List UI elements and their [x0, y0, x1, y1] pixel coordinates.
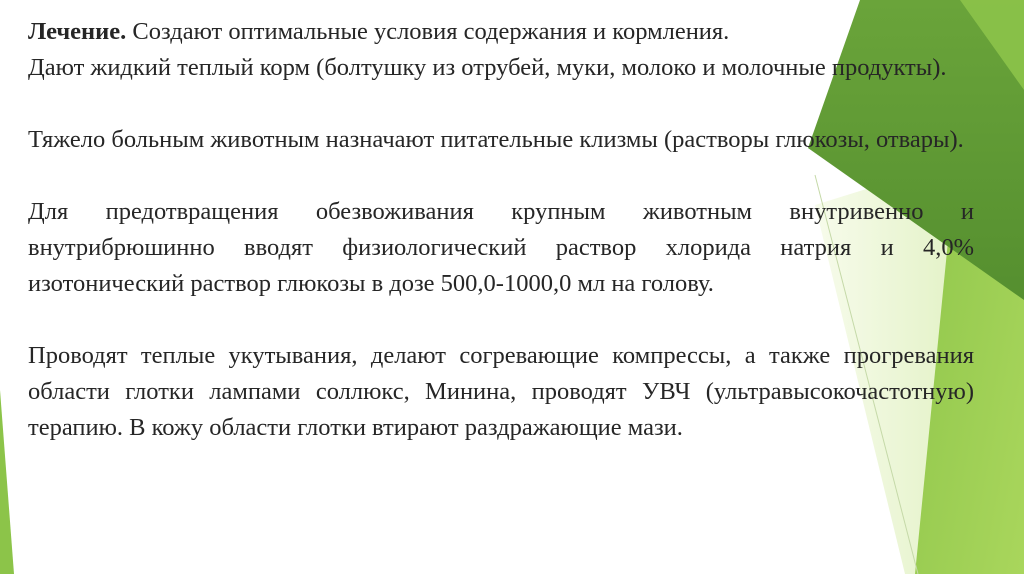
paragraph-warming: Проводят теплые укутывания, делают согревающие компрессы, а также прогревания области глотки лампами соллюкс, Минина, проводят УВЧ (ультравысокочастотную) терапию. В кожу области глотки втирают раздражающие мази. [28, 342, 974, 441]
paragraph-treatment [28, 14, 974, 86]
treatment-text: Дают жидкий теплый корм (болтушку из отрубей, муки, молоко и молочные продукты). [28, 54, 947, 81]
treatment-heading-line [28, 14, 974, 50]
paragraph-dehydration: Для предотвращения обезвоживания крупным животным внутривенно и внутрибрюшинно вводят физиологический раствор хлорида натрия и 4,0% изотонический раствор глюкозы в дозе 500,0-1000,0 мл на голову. [28, 198, 974, 297]
paragraph-enemas: Тяжело больным животным назначают питательные клизмы (растворы глюкозы, отвары). [28, 126, 964, 153]
treatment-label: Лечение. [28, 18, 127, 45]
treatment-lead-text: Создают оптимальные условия содержания и кормления. [126, 18, 730, 45]
left-green-sliver [0, 390, 14, 574]
body-text [28, 14, 974, 446]
